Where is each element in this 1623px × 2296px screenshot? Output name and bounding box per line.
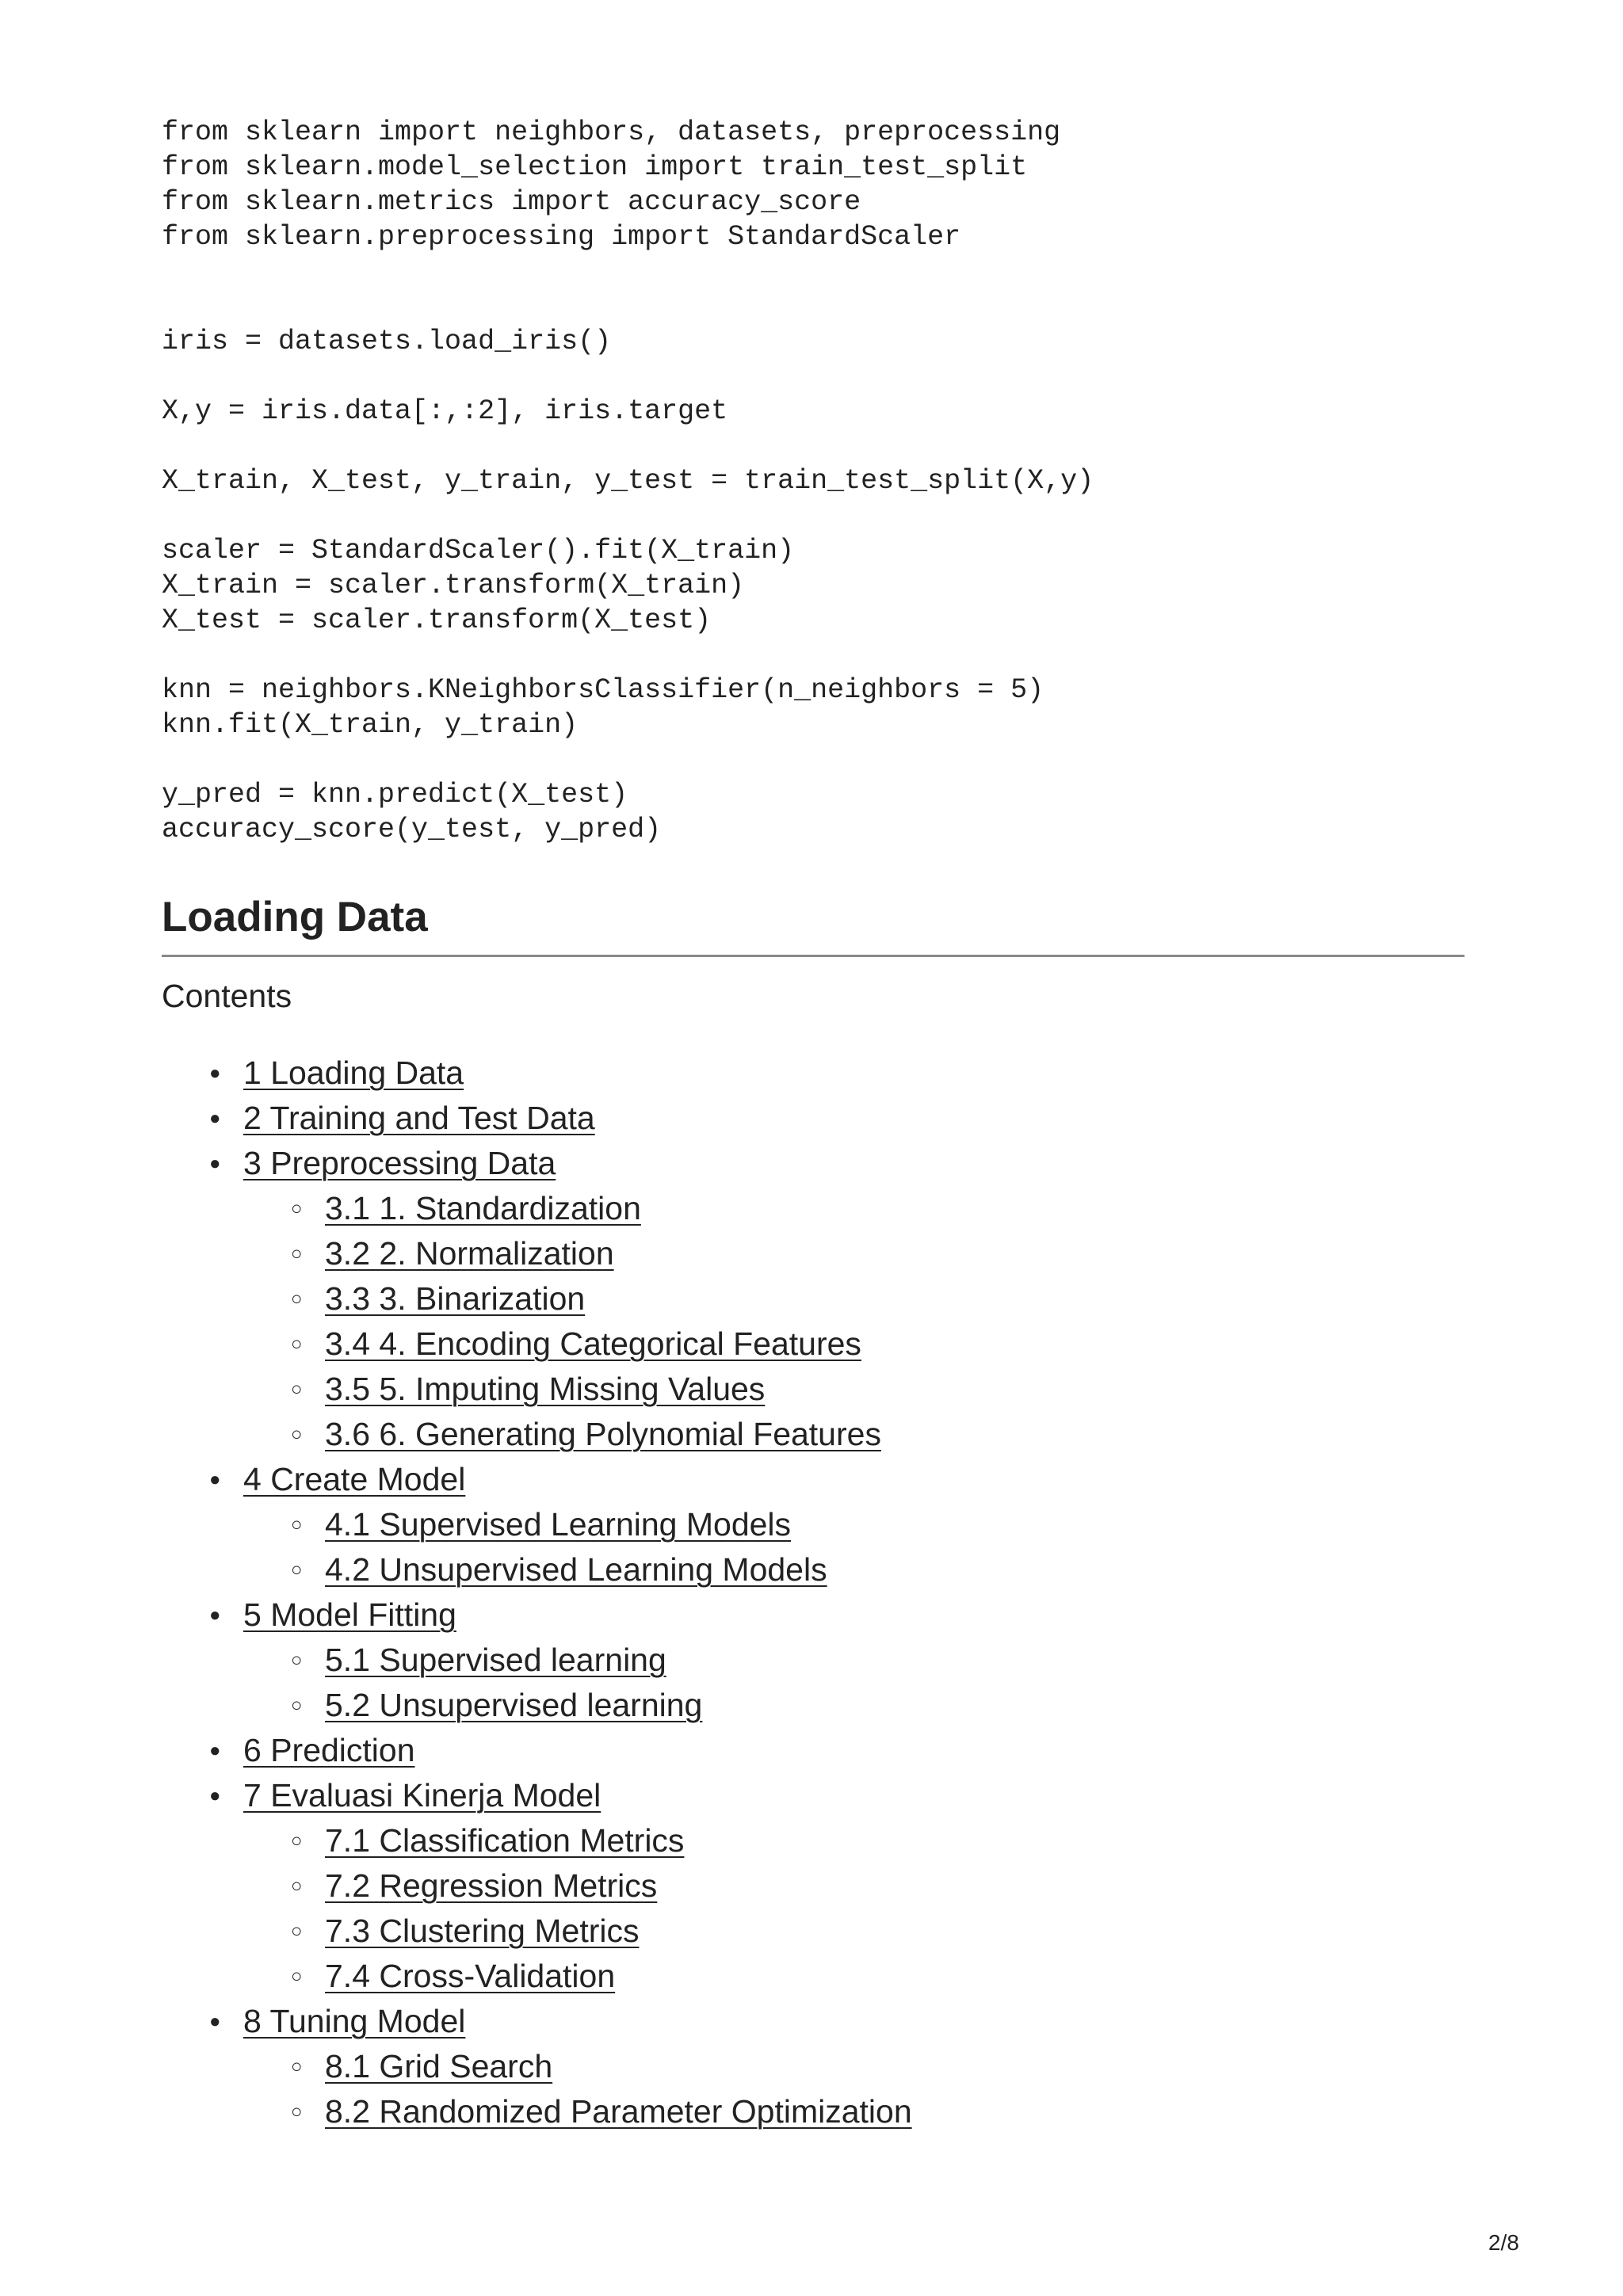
toc-link[interactable]: 7.3 Clustering Metrics xyxy=(325,1913,640,1949)
bullet-circle-icon: ○ xyxy=(291,1243,303,1264)
toc-link[interactable]: 1 Loading Data xyxy=(243,1055,464,1091)
bullet-circle-icon: ○ xyxy=(291,1966,303,1987)
code-line xyxy=(162,254,1094,289)
code-line xyxy=(162,742,1094,777)
toc-link[interactable]: 4.2 Unsupervised Learning Models xyxy=(325,1551,827,1588)
bullet-disc-icon: ● xyxy=(209,1469,221,1490)
section-heading: Loading Data xyxy=(162,894,428,940)
code-line: scaler = StandardScaler().fit(X_train) xyxy=(162,535,795,566)
toc-subitem xyxy=(162,1638,1350,1683)
toc-link[interactable]: 5 Model Fitting xyxy=(243,1596,456,1633)
code-line xyxy=(162,289,1094,324)
code-line: knn = neighbors.KNeighborsClassifier(n_neighbors = 5) xyxy=(162,674,1044,706)
bullet-circle-icon: ○ xyxy=(291,1424,303,1445)
bullet-circle-icon: ○ xyxy=(291,1920,303,1942)
toc-subitem xyxy=(162,1683,1350,1728)
toc-item xyxy=(162,1999,1350,2044)
bullet-circle-icon: ○ xyxy=(291,1333,303,1355)
toc-subitem xyxy=(162,1231,1350,1276)
code-line: X,y = iris.data[:,:2], iris.target xyxy=(162,395,728,427)
toc-link[interactable]: 5.2 Unsupervised learning xyxy=(325,1687,703,1723)
bullet-disc-icon: ● xyxy=(209,1740,221,1761)
bullet-disc-icon: ● xyxy=(209,1062,221,1084)
code-line: from sklearn.model_selection import train_test_split xyxy=(162,151,1028,183)
toc-item xyxy=(162,1051,1350,1096)
toc-subitem xyxy=(162,1818,1350,1863)
toc-item xyxy=(162,1728,1350,1773)
code-line xyxy=(162,498,1094,533)
code-line: X_test = scaler.transform(X_test) xyxy=(162,605,712,636)
bullet-circle-icon: ○ xyxy=(291,1650,303,1671)
table-of-contents xyxy=(162,1051,1350,2134)
toc-item xyxy=(162,1592,1350,1638)
code-line: accuracy_score(y_test, y_pred) xyxy=(162,814,662,845)
toc-link[interactable]: 3.2 2. Normalization xyxy=(325,1235,614,1272)
toc-subitem xyxy=(162,1186,1350,1231)
bullet-disc-icon: ● xyxy=(209,1108,221,1129)
toc-link[interactable]: 2 Training and Test Data xyxy=(243,1100,595,1136)
toc-subitem xyxy=(162,1547,1350,1592)
toc-link[interactable]: 3.4 4. Encoding Categorical Features xyxy=(325,1325,861,1362)
code-line xyxy=(162,359,1094,394)
toc-item xyxy=(162,1096,1350,1141)
toc-link[interactable]: 7.4 Cross-Validation xyxy=(325,1958,616,1994)
bullet-circle-icon: ○ xyxy=(291,1379,303,1400)
bullet-disc-icon: ● xyxy=(209,1785,221,1806)
code-line xyxy=(162,429,1094,463)
page-number: 2/8 xyxy=(1488,2230,1519,2255)
toc-item xyxy=(162,1457,1350,1502)
bullet-disc-icon: ● xyxy=(209,1604,221,1626)
toc-link[interactable]: 8 Tuning Model xyxy=(243,2003,466,2039)
toc-link[interactable]: 3.6 6. Generating Polynomial Features xyxy=(325,1416,881,1452)
toc-link[interactable]: 7.2 Regression Metrics xyxy=(325,1867,658,1904)
code-line: y_pred = knn.predict(X_test) xyxy=(162,779,628,810)
bullet-circle-icon: ○ xyxy=(291,1875,303,1897)
toc-link[interactable]: 3 Preprocessing Data xyxy=(243,1145,556,1181)
bullet-circle-icon: ○ xyxy=(291,1514,303,1535)
bullet-circle-icon: ○ xyxy=(291,1288,303,1310)
code-line: knn.fit(X_train, y_train) xyxy=(162,709,579,741)
toc-subitem xyxy=(162,1276,1350,1322)
toc-subitem xyxy=(162,1863,1350,1909)
toc-subitem xyxy=(162,1367,1350,1412)
code-line: iris = datasets.load_iris() xyxy=(162,326,612,357)
toc-link[interactable]: 8.2 Randomized Parameter Optimization xyxy=(325,2093,912,2130)
bullet-circle-icon: ○ xyxy=(291,1695,303,1716)
toc-link[interactable]: 7 Evaluasi Kinerja Model xyxy=(243,1777,601,1814)
code-line: X_train = scaler.transform(X_train) xyxy=(162,570,745,601)
toc-subitem xyxy=(162,1909,1350,1954)
bullet-disc-icon: ● xyxy=(209,2011,221,2032)
toc-item xyxy=(162,1141,1350,1186)
toc-title: Contents xyxy=(162,978,292,1014)
code-line xyxy=(162,638,1094,673)
toc-subitem xyxy=(162,1412,1350,1457)
toc-link[interactable]: 4.1 Supervised Learning Models xyxy=(325,1506,792,1543)
code-line: from sklearn.metrics import accuracy_score xyxy=(162,186,861,218)
bullet-circle-icon: ○ xyxy=(291,1198,303,1219)
toc-subitem xyxy=(162,1502,1350,1547)
bullet-circle-icon: ○ xyxy=(291,1559,303,1581)
toc-link[interactable]: 5.1 Supervised learning xyxy=(325,1642,666,1678)
toc-subitem xyxy=(162,2089,1350,2134)
toc-link[interactable]: 3.5 5. Imputing Missing Values xyxy=(325,1371,766,1407)
heading-divider xyxy=(162,955,1465,957)
toc-link[interactable]: 4 Create Model xyxy=(243,1461,466,1497)
bullet-circle-icon: ○ xyxy=(291,2056,303,2077)
toc-link[interactable]: 6 Prediction xyxy=(243,1732,415,1768)
bullet-disc-icon: ● xyxy=(209,1153,221,1174)
toc-subitem xyxy=(162,2044,1350,2089)
code-line: X_train, X_test, y_train, y_test = train_test_split(X,y) xyxy=(162,465,1094,497)
bullet-circle-icon: ○ xyxy=(291,2101,303,2122)
toc-link[interactable]: 3.3 3. Binarization xyxy=(325,1280,586,1317)
code-line: from sklearn.preprocessing import StandardScaler xyxy=(162,221,961,253)
toc-subitem xyxy=(162,1322,1350,1367)
code-block xyxy=(162,115,1094,847)
toc-link[interactable]: 7.1 Classification Metrics xyxy=(325,1822,685,1859)
toc-link[interactable]: 8.1 Grid Search xyxy=(325,2048,553,2084)
toc-item xyxy=(162,1773,1350,1818)
bullet-circle-icon: ○ xyxy=(291,1830,303,1852)
code-line: from sklearn import neighbors, datasets, preprocessing xyxy=(162,116,1061,148)
toc-link[interactable]: 3.1 1. Standardization xyxy=(325,1190,641,1226)
toc-subitem xyxy=(162,1954,1350,1999)
